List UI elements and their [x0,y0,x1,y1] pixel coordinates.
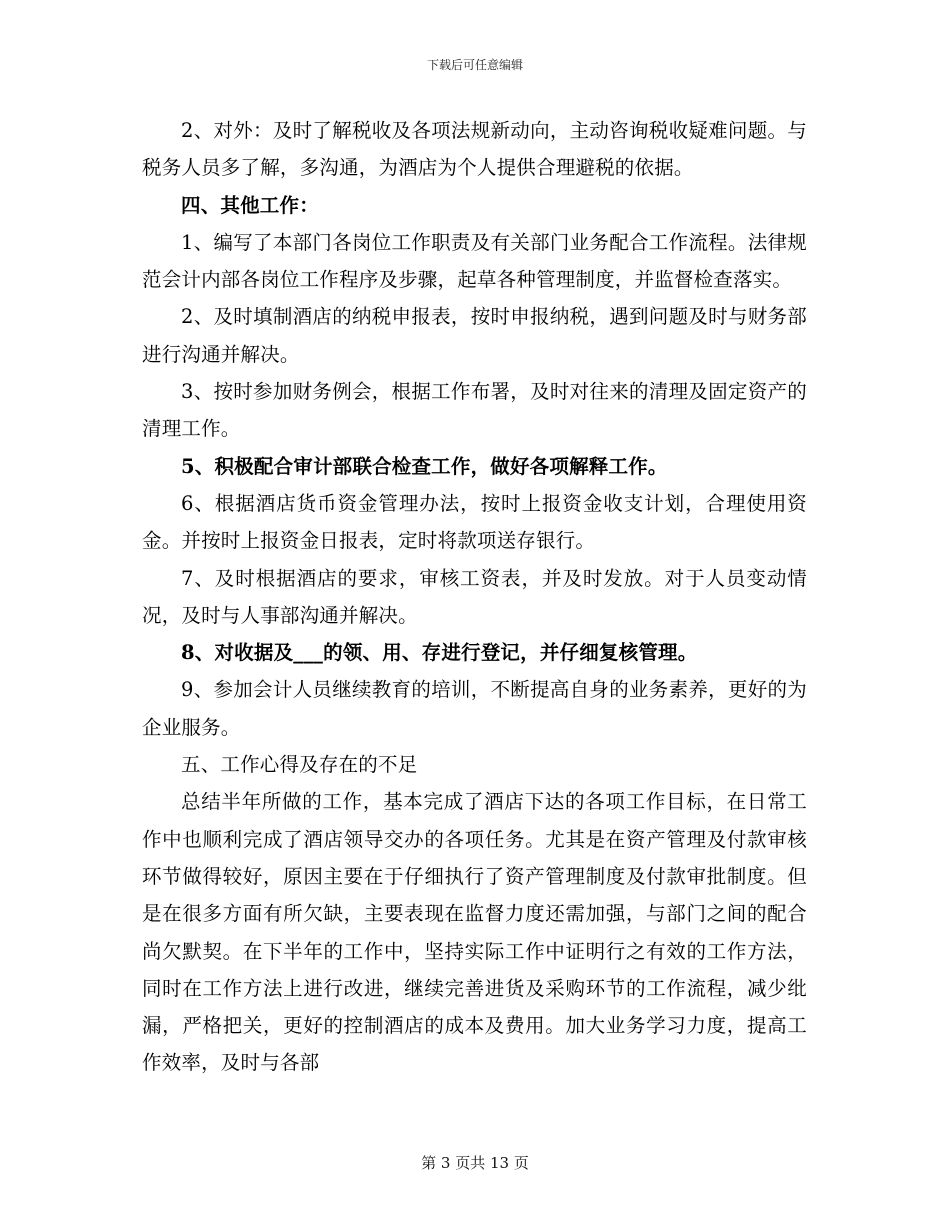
paragraph-item-2: 2、及时填制酒店的纳税申报表，按时申报纳税，遇到问题及时与财务部进行沟通并解决。 [142,305,807,366]
paragraph-item-5: 5、积极配合审计部联合检查工作，做好各项解释工作。 [181,454,668,478]
paragraph-item-7: 7、及时根据酒店的要求，审核工资表，并及时发放。对于人员变动情况，及时与人事部沟通并解决。 [142,566,807,627]
page-header: 下载后可任意编辑 [426,58,523,72]
paragraph-item-8: 8、对收据及___的领、用、存进行登记，并仔细复核管理。 [181,641,698,665]
paragraph-item-3: 3、按时参加财务例会，根据工作布署，及时对往来的清理及固定资产的清理工作。 [142,380,807,441]
paragraph-tax-external: 2、对外：及时了解税收及各项法规新动向，主动咨询税收疑难问题。与税务人员多了解，多沟通，为酒店为个人提供合理避税的依据。 [142,119,807,180]
paragraph-item-9: 9、参加会计人员继续教育的培训，不断提高自身的业务素养，更好的为企业服务。 [142,678,807,739]
paragraph-item-1: 1、编写了本部门各岗位工作职责及有关部门业务配合工作流程。法律规范会计内部各岗位工作程序及步骤，起草各种管理制度，并监督检查落实。 [142,230,807,292]
document-body [142,112,807,1082]
section-heading-other-work: 四、其他工作： [181,193,319,217]
page-footer: 第 3 页共 13 页 [421,1154,529,1172]
paragraph-item-6: 6、根据酒店货币资金管理办法，按时上报资金收支计划，合理使用资金。并按时上报资金日报表，定时将款项送存银行。 [142,491,807,553]
paragraph-summary: 总结半年所做的工作，基本完成了酒店下达的各项工作目标，在日常工作中也顺利完成了酒店领导交办的各项任务。尤其是在资产管理及付款审核环节做得较好，原因主要在于仔细执行了资产管理制度及付款审批制度。但是在很多方面有所欠缺，主要表现在监督力度还需加强，与部门之间的配合尚欠默契。在下半年的工作中，坚持实际工作中证明行之有效的工作方法，同时在工作方法上进行改进，继续完善进货及采购环节的工作流程，减少纰漏，严格把关，更好的控制酒店的成本及费用。加大业务学习力度，提高工作效率，及时与各部 [142,790,807,1075]
section-heading-summary: 五、工作心得及存在的不足 [181,753,418,777]
